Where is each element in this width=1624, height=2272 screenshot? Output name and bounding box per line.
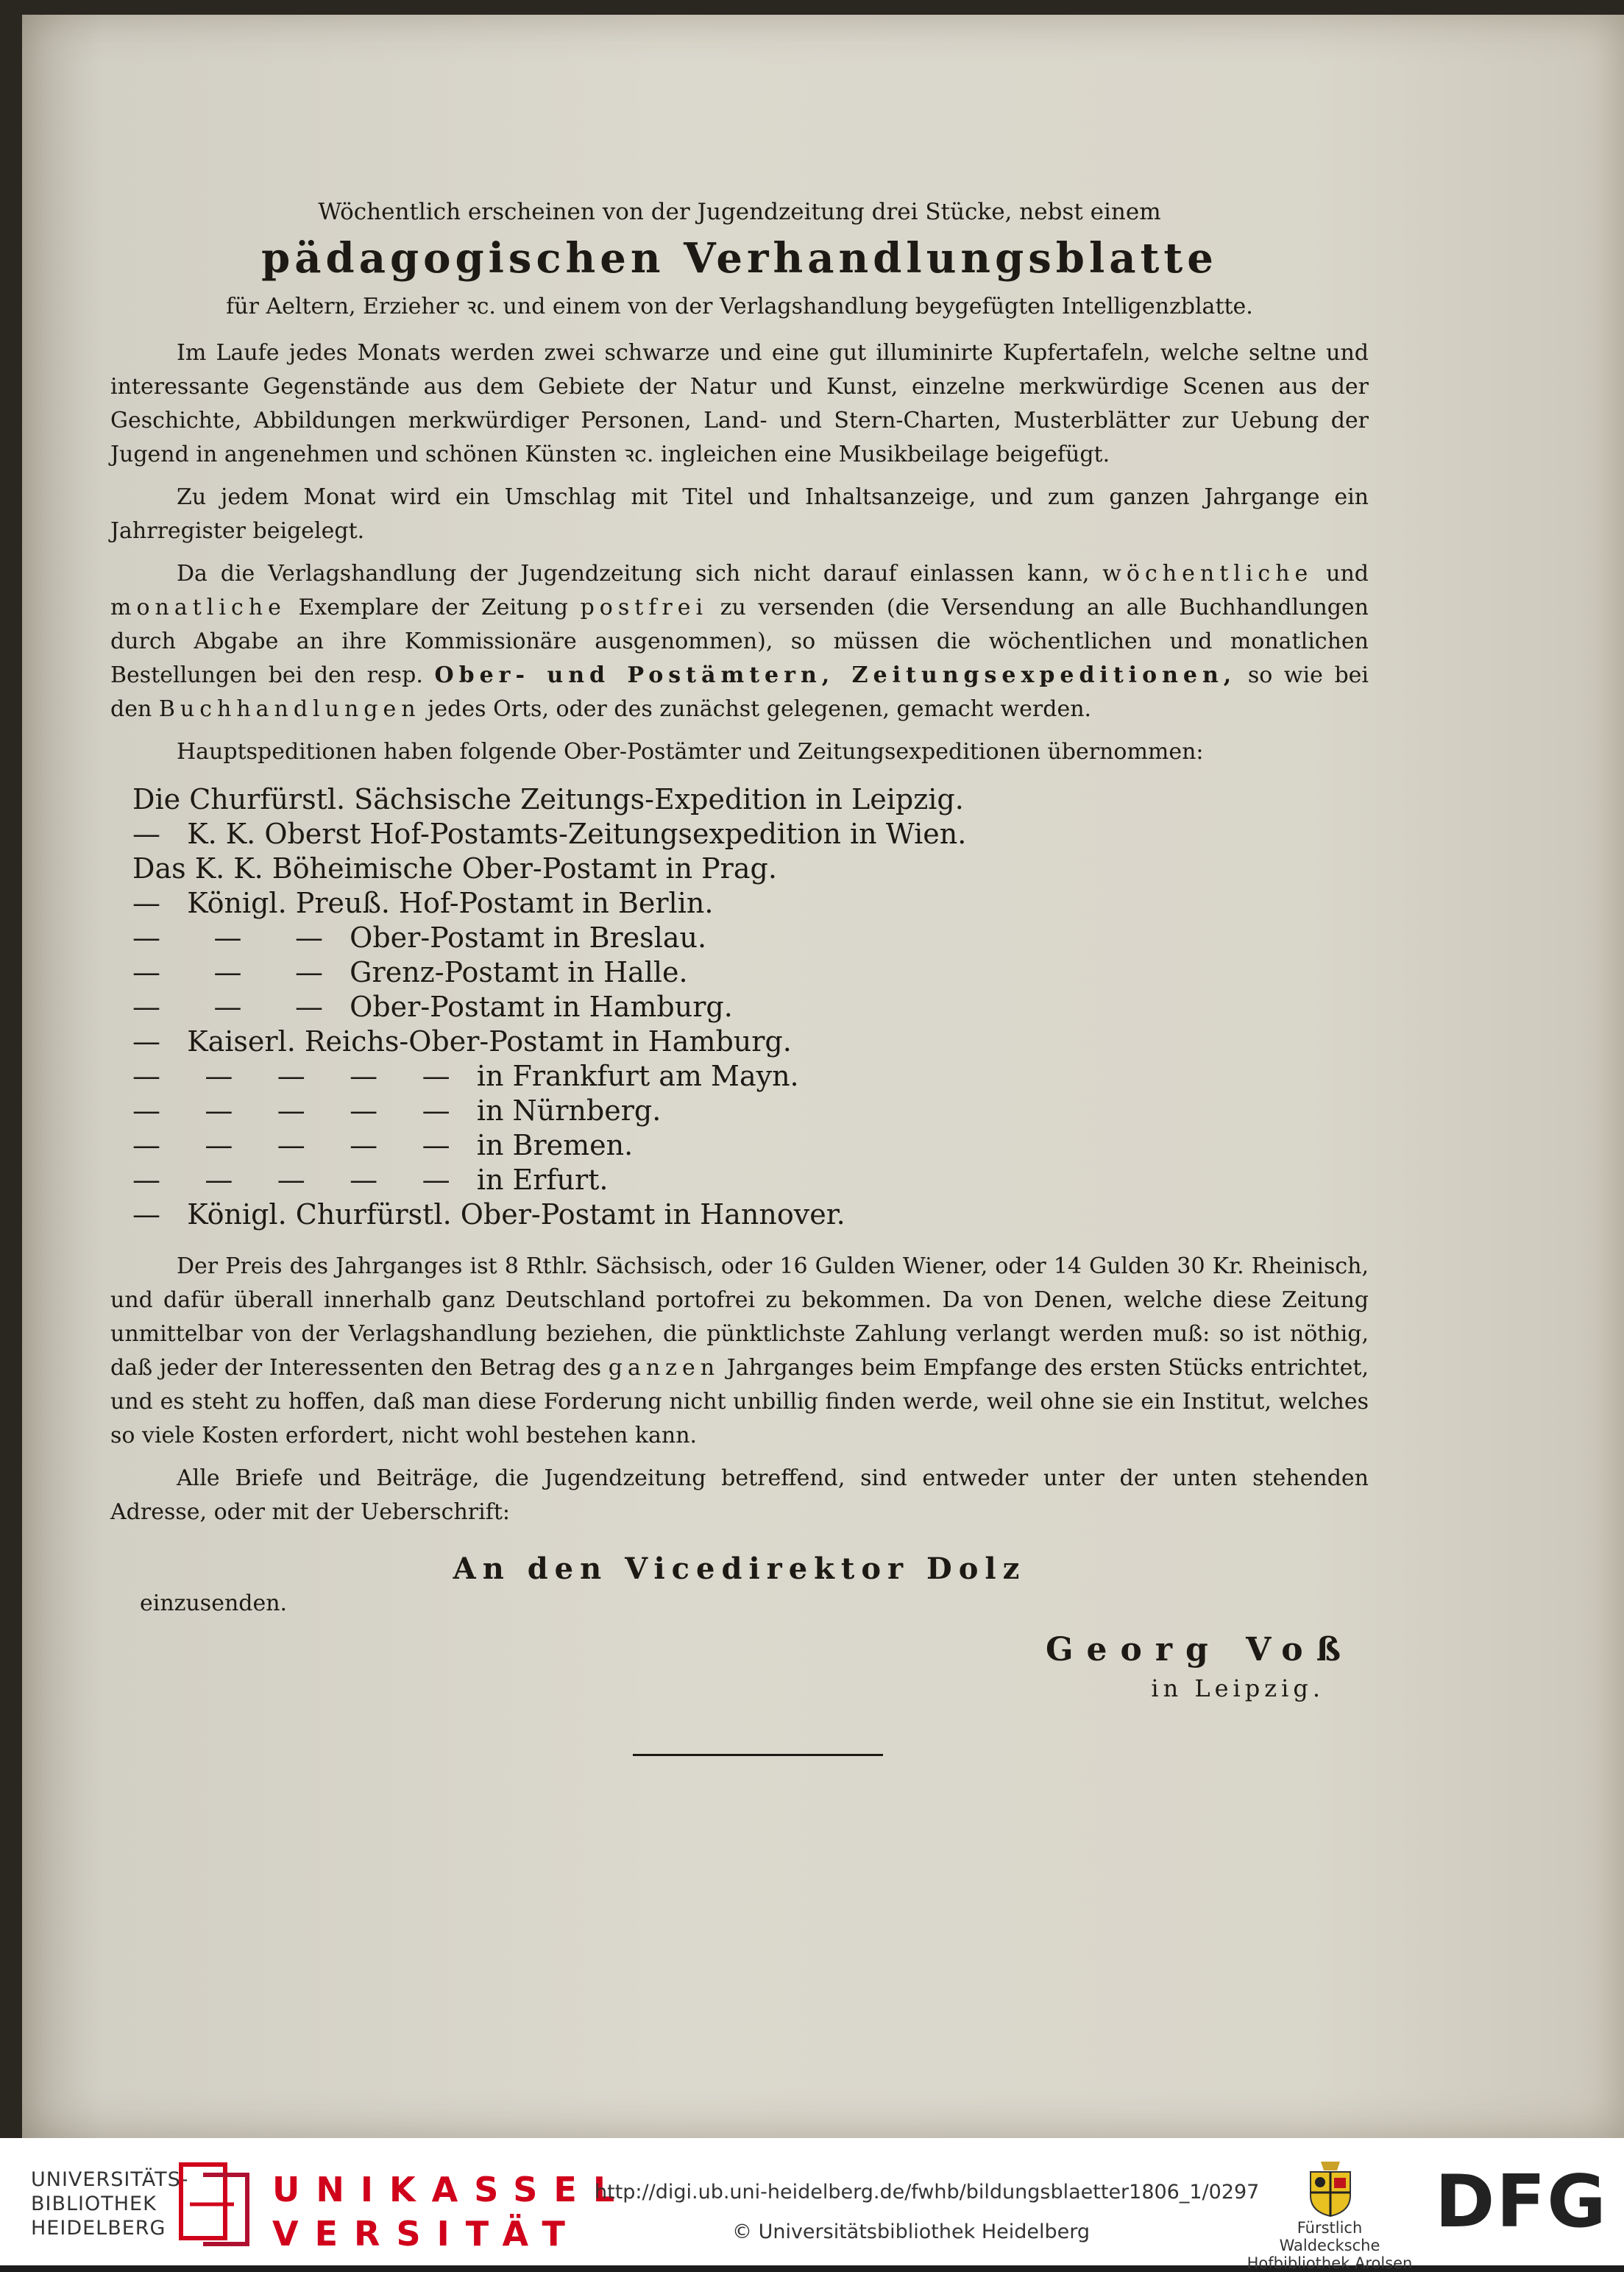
text-run: Der Preis des Jahrganges ist 8 Rthlr. Sächsisch, oder 16 Gulden Wiener, oder 14 Gulden 30 Kr. Rheinisch, und dafür überall innerhalb ganz Deutschland portofrei zu bekommen. Da von Denen, welche diese Zeitung unmittelbar von der Verlagshandlung beziehen, die pünktlichste Zahlung verlangt werden muß: so ist nöthig, daß jeder der Interessenten den Betrag des <box>110 1253 1369 1381</box>
dfg-logo: DFG <box>1435 2160 1608 2244</box>
einzusenden-line: einzusenden. <box>140 1590 288 1616</box>
permalink-url[interactable]: http://digi.ub.uni-heidelberg.de/fwhb/bildungsblaetter1806_1/0297 <box>595 2181 1260 2204</box>
paragraph-briefe: Alle Briefe und Beiträge, die Jugendzeitung betreffend, sind entweder unter der unten stehenden Adresse, oder mit der Ueberschrift: <box>110 1465 1369 1525</box>
spaced-text: monatliche <box>110 595 286 620</box>
ub-heidelberg-logo-icon <box>175 2160 256 2248</box>
office-entry: — — — — — in Nürnberg. <box>132 1094 662 1127</box>
ub-line: BIBLIOTHEK <box>31 2193 157 2215</box>
paper-sheet <box>22 15 1624 2138</box>
kassel-line: UNIKASSEL <box>272 2170 631 2209</box>
office-entry: — Königl. Preuß. Hof-Postamt in Berlin. <box>132 887 714 919</box>
office-entry: — — — Grenz-Postamt in Halle. <box>132 956 688 988</box>
office-entry: Das K. K. Böheimische Ober-Postamt in Prag. <box>132 852 777 885</box>
heading-line-3: für Aeltern, Erzieher ꝛc. und einem von der Verlagshandlung beygefügten Intelligenzblatte. <box>226 294 1253 319</box>
spaced-text: wöchentliche <box>1102 561 1313 587</box>
office-entry: — — — Ober-Postamt in Hamburg. <box>132 991 733 1023</box>
text-run: jedes Orts, oder des zunächst gelegenen, gemacht werden. <box>428 696 1092 722</box>
paragraph-kupfertafeln: Im Laufe jedes Monats werden zwei schwarze und eine gut illuminirte Kupfertafeln, welche seltne und interessante Gegenstände aus dem Gebiete der Natur und Kunst, einzelne merkwürdige Scenen aus der Geschichte, Abbildungen merkwürdiger Personen, Land- und Stern-Charten, Musterblätter zur Uebung der Jugend in angenehmen und schönen Künsten ꝛc. ingleichen eine Musikbeilage beigefügt. <box>110 340 1369 467</box>
heading-title: pädagogischen Verhandlungsblatte <box>261 234 1218 283</box>
ub-heidelberg-logo-text <box>31 2167 188 2240</box>
office-entry: — Kaiserl. Reichs-Ober-Postamt in Hamburg. <box>132 1025 792 1058</box>
bold-text: Ober- und Postämtern, Zeitungsexpeditionen, <box>434 662 1237 688</box>
office-entry: — — — Ober-Postamt in Breslau. <box>132 921 707 954</box>
ub-line: HEIDELBERG <box>31 2217 166 2240</box>
heading-line-1: Wöchentlich erscheinen von der Jugendzeitung drei Stücke, nebst einem <box>318 199 1161 225</box>
spaced-text: Buchhandlungen <box>158 696 421 722</box>
text-run: und <box>1326 561 1369 587</box>
paragraph-hauptspeditionen: Hauptspeditionen haben folgende Ober-Postämter und Zeitungsexpeditionen übernommen: <box>177 739 1204 765</box>
waldeck-crest-icon <box>1305 2159 1356 2218</box>
text-run: Da die Verlagshandlung der Jugendzeitung sich nicht darauf einlassen kann, <box>177 561 1090 587</box>
fw-line: Hofbibliothek Arolsen <box>1247 2254 1413 2272</box>
paragraph-preis <box>110 1250 1369 1453</box>
post-office-list <box>132 782 1369 1232</box>
text-run: so wie bei den <box>110 662 1369 722</box>
paragraph-versand <box>110 557 1369 726</box>
spaced-text: postfrei <box>580 595 709 620</box>
text-run: Jahrganges beim Empfange des ersten Stücks entrichtet, und es steht zu hoffen, daß man diese Forderung nicht unbillig finden werde, weil ohne sie ein Institut, welches so viele Kosten erfordert, nicht wohl bestehen kann. <box>110 1355 1369 1448</box>
waldeck-library-text <box>1245 2219 1414 2272</box>
signature-place: in Leipzig. <box>1151 1674 1325 1702</box>
fw-line: Fürstlich Waldecksche <box>1279 2219 1380 2254</box>
office-entry: — — — — — in Erfurt. <box>132 1164 609 1196</box>
office-entry: Die Churfürstl. Sächsische Zeitungs-Expedition in Leipzig. <box>132 783 964 815</box>
office-entry: — K. K. Oberst Hof-Postamts-Zeitungsexpedition in Wien. <box>132 818 967 850</box>
text-run: zu versenden (die Versendung an alle Buchhandlungen durch Abgabe an ihre Kommissionäre ausgenommen), so müssen die wöchentlichen und monatlichen Bestellungen bei den resp. <box>110 595 1369 688</box>
kassel-line: VERSITÄT <box>272 2214 581 2254</box>
copyright-text: © Universitätsbibliothek Heidelberg <box>732 2220 1091 2243</box>
signature-name: Georg Voß <box>1045 1631 1354 1668</box>
text-run: Exemplare der Zeitung <box>298 595 568 620</box>
footer-bar <box>0 2138 1624 2272</box>
office-entry: — — — — — in Bremen. <box>132 1129 634 1161</box>
spaced-text: ganzen <box>608 1355 720 1381</box>
uni-kassel-logo <box>272 2167 631 2256</box>
closing-rule <box>633 1754 883 1756</box>
office-entry: — — — — — in Frankfurt am Mayn. <box>132 1060 799 1092</box>
address-line: An den Vicedirektor Dolz <box>453 1551 1026 1586</box>
office-entry: — Königl. Churfürstl. Ober-Postamt in Hannover. <box>132 1198 845 1231</box>
paragraph-umschlag: Zu jedem Monat wird ein Umschlag mit Titel und Inhaltsanzeige, und zum ganzen Jahrgange ein Jahrregister beigelegt. <box>110 484 1369 544</box>
page-text <box>110 199 1369 1756</box>
ub-line: UNIVERSITÄTS- <box>31 2168 189 2191</box>
